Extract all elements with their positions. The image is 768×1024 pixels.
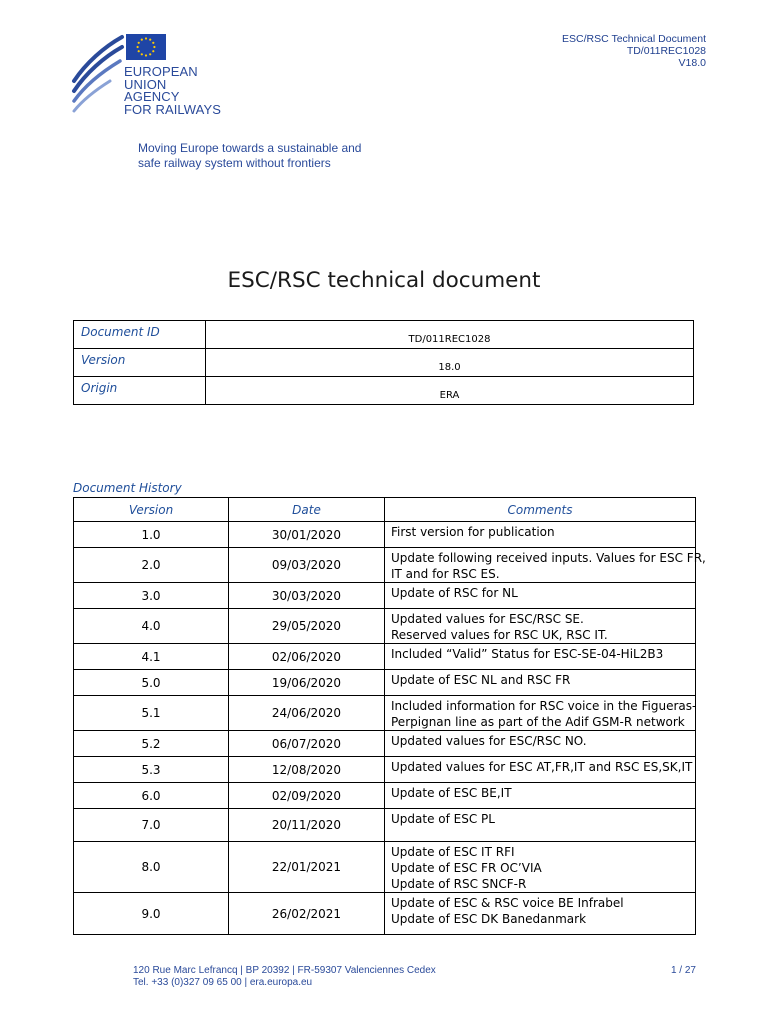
history-date-cell: 02/09/2020: [229, 783, 385, 809]
history-rows: [74, 522, 706, 935]
history-comments-cell: [385, 548, 706, 583]
history-version-cell: 6.0: [74, 783, 229, 809]
page-number: 1 / 27: [670, 965, 696, 976]
history-comments-cell: [385, 893, 696, 935]
history-comment-line: Update following received inputs. Values for ESC FR,: [391, 551, 706, 565]
history-version-cell: 5.0: [74, 670, 229, 696]
tagline-line: safe railway system without frontiers: [138, 156, 331, 170]
history-version-cell: 7.0: [74, 809, 229, 842]
history-version-cell: 5.2: [74, 731, 229, 757]
history-row: [74, 783, 696, 809]
history-row: [74, 696, 696, 731]
history-date-cell: 29/05/2020: [229, 609, 385, 644]
history-version-cell: 4.1: [74, 644, 229, 670]
history-date-cell: 19/06/2020: [229, 670, 385, 696]
history-date-cell: 20/11/2020: [229, 809, 385, 842]
history-comments-cell: [385, 783, 696, 809]
document-history-caption: Document History: [73, 481, 182, 495]
document-id-value: TD/011REC1028: [206, 321, 694, 349]
header-doc-id: TD/011REC1028: [626, 45, 706, 57]
history-row: [74, 583, 696, 609]
history-comments-cell: [385, 809, 696, 842]
origin-value: ERA: [206, 377, 694, 405]
agency-name-line: FOR RAILWAYS: [124, 101, 222, 117]
document-history-table: [73, 497, 706, 935]
agency-name-line: EUROPEAN: [124, 64, 198, 79]
footer-address: [133, 965, 436, 989]
history-date-cell: 30/01/2020: [229, 522, 385, 548]
history-comment-line: Update of ESC IT RFI: [391, 845, 515, 859]
agency-name: [124, 66, 221, 116]
history-row: [74, 893, 696, 935]
history-version-cell: 1.0: [74, 522, 229, 548]
header-doc-name: ESC/RSC Technical Document: [562, 33, 706, 45]
id-table-row: [74, 349, 694, 377]
history-comment-line: Update of ESC DK Banedanmark: [391, 912, 587, 926]
history-comment-line: First version for publication: [391, 525, 555, 539]
history-comment-line: Included information for RSC voice in the Figueras-: [391, 699, 697, 713]
document-title: ESC/RSC technical document: [227, 268, 541, 293]
history-comments-cell: [385, 522, 696, 548]
history-date-cell: 22/01/2021: [229, 842, 385, 893]
history-version-cell: 2.0: [74, 548, 229, 583]
id-table-row: [74, 321, 694, 349]
history-row: [74, 644, 696, 670]
history-date-cell: 02/06/2020: [229, 644, 385, 670]
tagline-line: Moving Europe towards a sustainable and: [138, 141, 362, 155]
agency-tagline: [138, 141, 361, 171]
history-row: [74, 809, 696, 842]
history-header-row: [74, 498, 696, 522]
history-date-cell: 12/08/2020: [229, 757, 385, 783]
history-version-cell: 4.0: [74, 609, 229, 644]
history-row: [74, 842, 696, 893]
history-row: [74, 731, 696, 757]
document-header-reference: [562, 33, 706, 69]
agency-name-line: UNION: [124, 76, 167, 92]
date-column-header: Date: [229, 498, 385, 522]
footer-contact-line: Tel. +33 (0)327 09 65 00 | era.europa.eu: [133, 977, 313, 988]
history-comment-line: Update of ESC NL and RSC FR: [391, 673, 571, 687]
history-date-cell: 30/03/2020: [229, 583, 385, 609]
history-comments-cell: [385, 609, 696, 644]
document-id-label: Document ID: [74, 321, 206, 349]
history-date-cell: 09/03/2020: [229, 548, 385, 583]
history-comment-line: Update of ESC & RSC voice BE Infrabel: [391, 896, 624, 910]
footer-address-line: 120 Rue Marc Lefrancq | BP 20392 | FR-59307 Valenciennes Cedex: [133, 965, 436, 976]
history-comment-line: Reserved values for RSC UK, RSC IT.: [391, 628, 608, 642]
history-row: [74, 670, 696, 696]
origin-label: Origin: [74, 377, 206, 405]
history-version-cell: 5.3: [74, 757, 229, 783]
history-date-cell: 24/06/2020: [229, 696, 385, 731]
version-value: 18.0: [206, 349, 694, 377]
version-column-header: Version: [74, 498, 229, 522]
id-table-row: [74, 377, 694, 405]
header-version: V18.0: [678, 57, 706, 69]
history-comment-line: Update of ESC BE,IT: [391, 786, 512, 800]
history-comments-cell: [385, 670, 696, 696]
history-comments-cell: [385, 696, 696, 731]
history-comment-line: Update of RSC SNCF-R: [391, 877, 527, 891]
history-comment-line: Perpignan line as part of the Adif GSM-R network: [391, 715, 685, 729]
agency-name-line: AGENCY: [124, 89, 180, 104]
history-comment-line: Update of ESC PL: [391, 812, 495, 826]
history-date-cell: 06/07/2020: [229, 731, 385, 757]
history-comment-line: Updated values for ESC/RSC NO.: [391, 734, 587, 748]
history-row: [74, 757, 696, 783]
history-comments-cell: [385, 583, 696, 609]
history-comments-cell: [385, 757, 696, 783]
comments-column-header: Comments: [385, 498, 696, 522]
version-label: Version: [74, 349, 206, 377]
history-version-cell: 9.0: [74, 893, 229, 935]
history-comment-line: IT and for RSC ES.: [391, 567, 500, 581]
history-version-cell: 8.0: [74, 842, 229, 893]
history-version-cell: 5.1: [74, 696, 229, 731]
history-row: [74, 522, 696, 548]
history-comment-line: Updated values for ESC/RSC SE.: [391, 612, 584, 626]
history-comment-line: Update of RSC for NL: [391, 586, 518, 600]
history-row: [74, 548, 696, 583]
history-comment-line: Updated values for ESC AT,FR,IT and RSC ES,SK,IT: [391, 760, 693, 774]
era-logo: [70, 33, 240, 123]
history-version-cell: 3.0: [74, 583, 229, 609]
history-comments-cell: [385, 842, 696, 893]
history-comments-cell: [385, 731, 696, 757]
document-id-table: [73, 320, 694, 405]
history-comment-line: Included “Valid” Status for ESC-SE-04-HiL2B3: [391, 647, 664, 661]
history-comments-cell: [385, 644, 696, 670]
history-date-cell: 26/02/2021: [229, 893, 385, 935]
history-row: [74, 609, 696, 644]
history-comment-line: Update of ESC FR OC’VIA: [391, 861, 542, 875]
